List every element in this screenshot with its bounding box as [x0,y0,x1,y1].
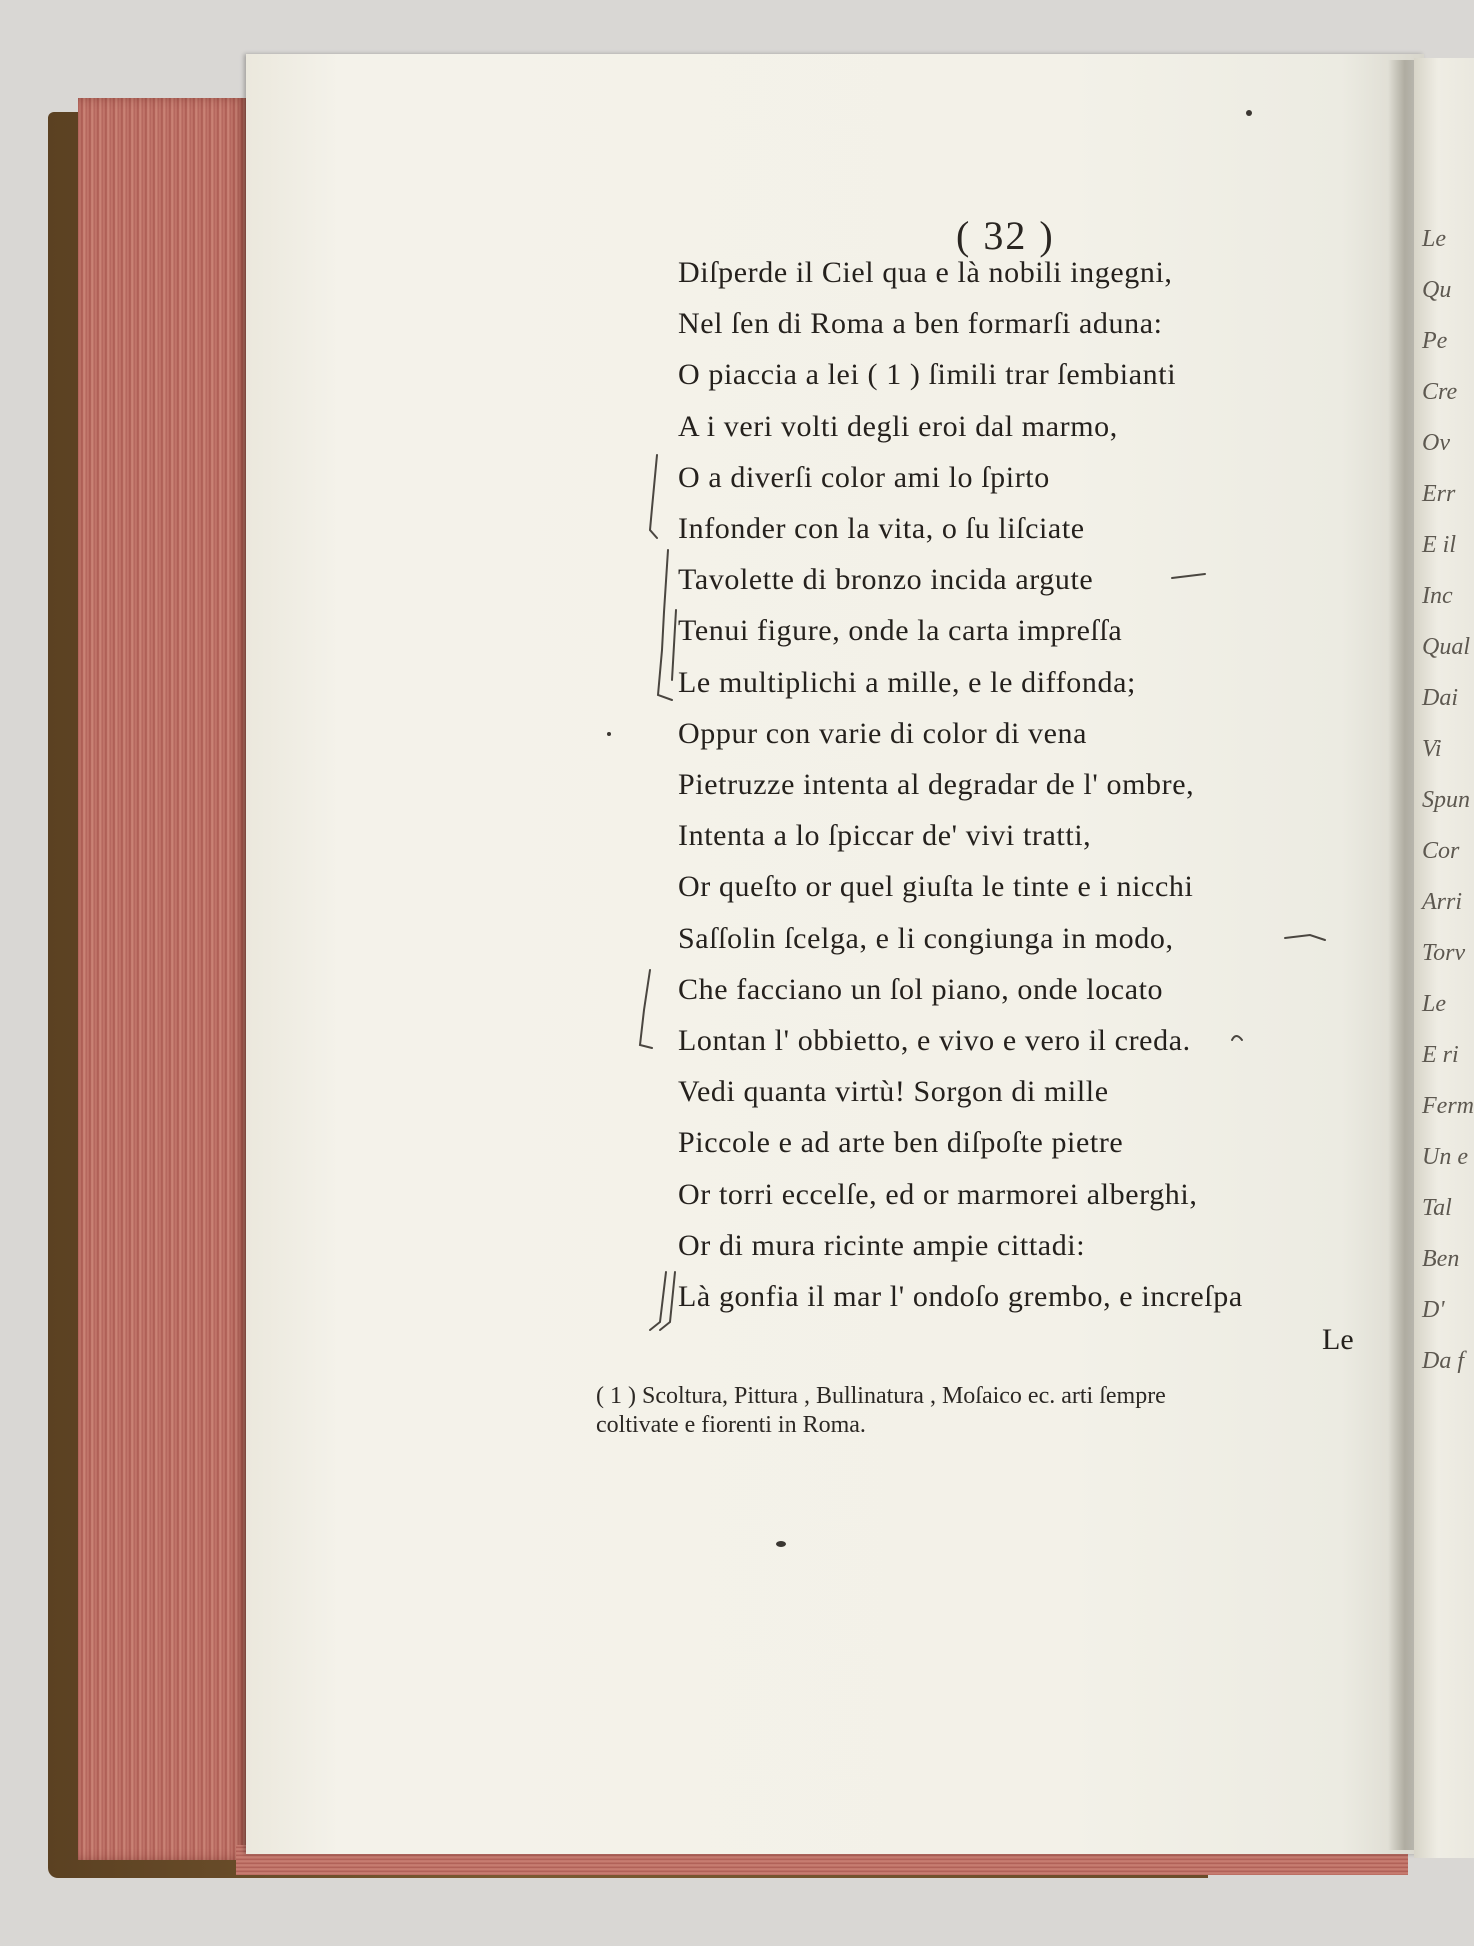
footnote-line: ( 1 ) Scoltura, Pittura , Bullinatura , Moſaico ec. arti ſempre [596,1383,1166,1409]
verse-line: Or torri eccelſe, ed or marmorei alberghi, [678,1177,1198,1211]
facing-page-fragment: Cre [1422,379,1458,405]
facing-page-fragment: Da f [1422,1348,1464,1374]
verse-line: Nel ſen di Roma a ben formarſi aduna: [678,307,1163,341]
facing-page-fragment: Ferm [1422,1093,1474,1119]
facing-page-fragment: Ov [1422,430,1450,456]
facing-page-fragment: Tal [1422,1195,1452,1221]
verse-line: Piccole e ad arte ben diſpoſte pietre [678,1126,1124,1160]
verse-line: Tavolette di bronzo incida argute [678,563,1094,597]
verse-line: O a diverſi color ami lo ſpirto [678,460,1050,494]
facing-page-fragment: Spun [1422,787,1470,813]
facing-page-fragment: Pe [1422,328,1448,354]
verse-line: A i veri volti degli eroi dal marmo, [678,409,1118,443]
footnote-line: coltivate e fiorenti in Roma. [596,1412,866,1438]
facing-page-fragment: Ben [1422,1246,1460,1272]
facing-page-fragment: Le [1422,991,1446,1017]
facing-page-fragment: E il [1422,532,1456,558]
verse-line: Le multiplichi a mille, e le diffonda; [678,665,1136,699]
facing-page-fragment: Arri [1422,889,1463,915]
ink-speck [776,1541,786,1547]
facing-page-fragment: Le [1422,226,1446,252]
facing-page-fragment: Inc [1422,583,1453,609]
verse-line: Infonder con la vita, o ſu liſciate [678,512,1085,545]
verse-line: Là gonfia il mar l' ondoſo grembo, e increſpa [678,1280,1243,1313]
verse-line: Saſſolin ſcelga, e li congiunga in modo, [678,921,1174,955]
ink-speck [607,732,611,736]
verse-line: Che facciano un ſol piano, onde locato [678,972,1164,1006]
facing-page-fragment: D' [1422,1297,1445,1323]
facing-page-fragment: Vi [1422,736,1442,762]
verse-line: Vedi quanta virtù! Sorgon di mille [678,1075,1109,1109]
verse-line: Oppur con varie di color di vena [678,716,1088,750]
verse-line: Intenta a lo ſpiccar de' vivi tratti, [678,819,1092,853]
verse-line: O piaccia a lei ( 1 ) ſimili trar ſembianti [678,358,1177,392]
facing-page-fragment: Torv [1422,940,1466,966]
facing-page-fragment: E ri [1422,1042,1459,1068]
verse-line: Tenui figure, onde la carta impreſſa [678,614,1123,648]
verse-line: Pietruzze intenta al degradar de l' ombre, [678,768,1195,801]
verse-line: Diſperde il Ciel qua e là nobili ingegni, [678,256,1173,289]
facing-page-fragment: Un e [1422,1144,1468,1170]
verse-line: Or di mura ricinte ampie cittadi: [678,1228,1086,1262]
facing-page-fragment: Dai [1422,685,1458,711]
ink-speck [1246,110,1252,116]
facing-page-fragment: Qu [1422,277,1452,303]
page-number: ( 32 ) [956,213,1055,258]
verse-line: Or queſto or quel giuſta le tinte e i nicchi [678,870,1194,904]
catchword: Le [1322,1323,1354,1356]
facing-page-fragment: Err [1422,481,1456,507]
verse-line: Lontan l' obbietto, e vivo e vero il creda. [678,1024,1191,1057]
facing-page-fragment: Qual [1422,634,1470,660]
facing-page-fragment: Cor [1422,838,1460,864]
